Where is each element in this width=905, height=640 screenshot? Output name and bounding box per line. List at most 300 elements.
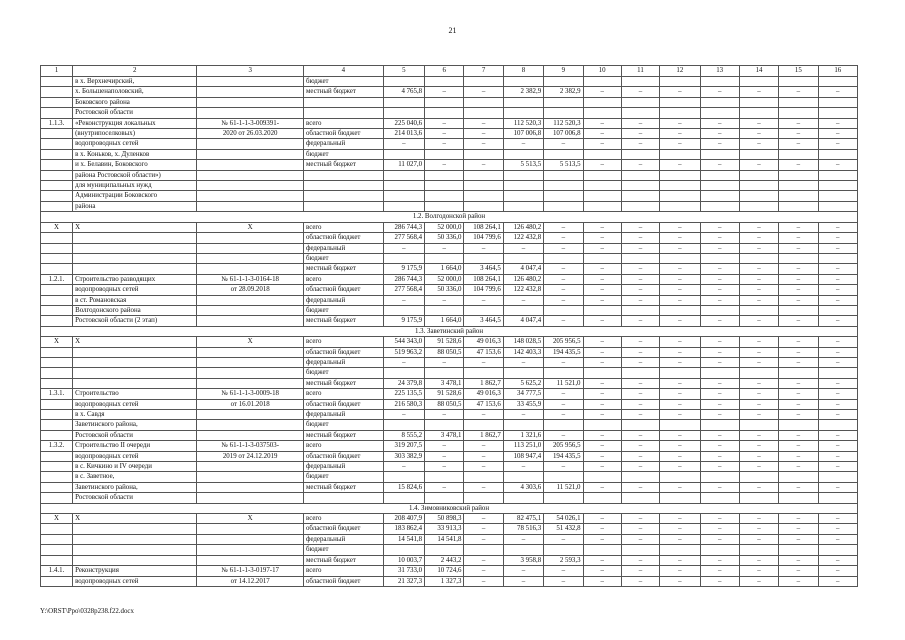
amount-cell [621,191,659,201]
amount-cell: – [779,524,818,534]
funding-source: федеральный [303,295,383,305]
amount-cell: – [739,243,778,253]
amount-cell [779,191,818,201]
amount-cell: – [739,129,778,139]
amount-cell: – [818,430,857,440]
amount-cell: – [383,462,424,472]
amount-cell: – [544,274,583,284]
expertise-number [197,149,304,159]
amount-cell: – [583,566,621,576]
amount-cell: – [660,87,700,97]
amount-cell: – [425,462,464,472]
funding-source: всего [303,389,383,399]
expertise-number: от 28.09.2018 [197,285,304,295]
item-number: 1.1.3. [41,118,73,128]
table-row [41,472,858,482]
amount-cell: – [700,576,739,586]
amount-cell: – [583,357,621,367]
amount-cell [503,420,543,430]
amount-cell [660,97,700,107]
amount-cell: – [779,399,818,409]
amount-cell [700,181,739,191]
amount-cell [739,420,778,430]
amount-cell: 14 541,8 [383,534,424,544]
item-number [41,191,73,201]
amount-cell: – [621,524,659,534]
amount-cell: – [583,160,621,170]
table-row [41,129,858,139]
project-name: водопроводных сетей [73,139,197,149]
amount-cell: – [544,462,583,472]
amount-cell: – [503,566,543,576]
expertise-number [197,87,304,97]
amount-cell [621,181,659,191]
amount-cell [818,108,857,118]
amount-cell: – [425,410,464,420]
amount-cell: 113 251,0 [503,441,543,451]
amount-cell: 108 264,1 [464,222,503,232]
item-number [41,181,73,191]
amount-cell [583,253,621,263]
amount-cell: – [621,129,659,139]
amount-cell [739,108,778,118]
amount-cell: – [544,576,583,586]
amount-cell [621,493,659,503]
amount-cell: – [583,118,621,128]
amount-cell: – [779,316,818,326]
project-name: Строительство II очереди [73,441,197,451]
amount-cell: – [660,389,700,399]
amount-cell: – [739,337,778,347]
amount-cell [700,545,739,555]
amount-cell: – [660,118,700,128]
amount-cell: – [583,129,621,139]
amount-cell: 225 040,6 [383,118,424,128]
amount-cell: – [660,139,700,149]
project-name: водопроводных сетей [73,399,197,409]
amount-cell [425,149,464,159]
amount-cell: – [621,410,659,420]
amount-cell: – [818,274,857,284]
amount-cell: – [660,295,700,305]
funding-source [303,97,383,107]
amount-cell [700,108,739,118]
amount-cell: – [779,430,818,440]
amount-cell: – [818,514,857,524]
table-row [41,222,858,232]
amount-cell [544,368,583,378]
item-number [41,97,73,107]
amount-cell: – [739,514,778,524]
amount-cell [544,170,583,180]
amount-cell: – [818,451,857,461]
amount-cell [383,253,424,263]
project-name: и х. Белавин, Боковского [73,160,197,170]
amount-cell: – [739,399,778,409]
table-row [41,149,858,159]
amount-cell [621,97,659,107]
project-name: Реконструкция [73,566,197,576]
amount-cell [700,77,739,87]
amount-cell: – [739,462,778,472]
amount-cell [383,472,424,482]
funding-source: всего [303,118,383,128]
amount-cell: – [700,222,739,232]
project-name: водопроводных сетей [73,576,197,586]
amount-cell: – [621,514,659,524]
amount-cell: – [583,378,621,388]
table-row [41,514,858,524]
amount-cell: – [464,555,503,565]
amount-cell: – [544,566,583,576]
table-row [41,295,858,305]
amount-cell [464,149,503,159]
amount-cell: – [660,222,700,232]
amount-cell: – [621,451,659,461]
amount-cell: – [739,295,778,305]
amount-cell [818,545,857,555]
amount-cell: – [544,357,583,367]
funding-source: федеральный [303,139,383,149]
amount-cell: – [739,357,778,367]
item-number [41,357,73,367]
amount-cell [464,108,503,118]
amount-cell: 122 432,8 [503,285,543,295]
amount-cell: – [660,357,700,367]
item-number [41,108,73,118]
section-title: 1.3. Заветинский район [41,326,858,336]
amount-cell: – [700,441,739,451]
amount-cell [739,305,778,315]
amount-cell [583,191,621,201]
amount-cell: – [464,160,503,170]
amount-cell: – [621,316,659,326]
amount-cell: – [583,410,621,420]
amount-cell: – [660,399,700,409]
amount-cell: – [464,243,503,253]
item-number [41,576,73,586]
amount-cell: – [818,222,857,232]
amount-cell [779,149,818,159]
expertise-number: 2019 от 24.12.2019 [197,451,304,461]
expertise-number: № 61-1-1-3-037503- [197,441,304,451]
item-number [41,420,73,430]
amount-cell: – [779,129,818,139]
column-number-header: 3 [197,66,304,77]
amount-cell: – [621,118,659,128]
amount-cell: – [818,295,857,305]
amount-cell: – [583,233,621,243]
amount-cell: – [818,347,857,357]
amount-cell: 519 963,2 [383,347,424,357]
amount-cell: – [739,576,778,586]
amount-cell: – [583,337,621,347]
amount-cell: – [425,139,464,149]
amount-cell: – [425,118,464,128]
table-row [41,264,858,274]
item-number [41,410,73,420]
amount-cell [544,493,583,503]
funding-source: бюджет [303,253,383,263]
amount-cell: – [779,87,818,97]
table-row [41,316,858,326]
amount-cell: – [621,378,659,388]
amount-cell: – [383,243,424,253]
amount-cell [779,305,818,315]
amount-cell [383,97,424,107]
amount-cell [383,191,424,201]
amount-cell: – [464,534,503,544]
amount-cell: – [700,430,739,440]
amount-cell: 3 478,1 [425,378,464,388]
amount-cell: 286 744,3 [383,274,424,284]
item-number: 1.3.1. [41,389,73,399]
table-row [41,482,858,492]
funding-source: местный бюджет [303,87,383,97]
table-row [41,493,858,503]
amount-cell: – [383,410,424,420]
amount-cell: – [464,576,503,586]
item-number [41,201,73,211]
project-name: в ст. Романовская [73,295,197,305]
funding-source: всего [303,274,383,284]
amount-cell: 194 435,5 [544,347,583,357]
amount-cell: – [700,555,739,565]
project-name: Боковского района [73,97,197,107]
item-number [41,368,73,378]
amount-cell: – [739,264,778,274]
table-row [41,378,858,388]
amount-cell: 112 520,3 [503,118,543,128]
project-name: района Ростовской области») [73,170,197,180]
amount-cell: – [779,441,818,451]
amount-cell [739,181,778,191]
amount-cell: – [739,555,778,565]
amount-cell: – [621,576,659,586]
amount-cell [660,170,700,180]
amount-cell: – [383,139,424,149]
amount-cell: – [621,482,659,492]
table-row [41,441,858,451]
amount-cell [779,253,818,263]
table-row [41,243,858,253]
amount-cell: 33 455,9 [503,399,543,409]
amount-cell [425,545,464,555]
table-row [41,233,858,243]
item-number [41,545,73,555]
amount-cell [739,472,778,482]
amount-cell: 88 050,5 [425,399,464,409]
amount-cell: – [818,285,857,295]
amount-cell: – [779,243,818,253]
amount-cell: – [544,233,583,243]
amount-cell [660,108,700,118]
item-number [41,77,73,87]
amount-cell [818,149,857,159]
amount-cell: – [544,534,583,544]
expertise-number [197,534,304,544]
column-number-header: 14 [739,66,778,77]
amount-cell [464,472,503,482]
amount-cell: – [739,139,778,149]
amount-cell [583,181,621,191]
amount-cell: – [503,295,543,305]
budget-table [40,65,858,587]
amount-cell: – [739,118,778,128]
amount-cell: – [660,555,700,565]
project-name: (внутрипоселковых) [73,129,197,139]
funding-source: областной бюджет [303,347,383,357]
funding-source [303,181,383,191]
amount-cell: – [700,389,739,399]
amount-cell: – [464,87,503,97]
amount-cell: – [621,566,659,576]
table-row [41,77,858,87]
amount-cell [425,201,464,211]
amount-cell [660,253,700,263]
amount-cell: 51 432,8 [544,524,583,534]
amount-cell: – [779,389,818,399]
amount-cell [503,181,543,191]
amount-cell [660,305,700,315]
amount-cell [779,493,818,503]
amount-cell [464,420,503,430]
funding-source: областной бюджет [303,399,383,409]
amount-cell: 4 765,8 [383,87,424,97]
amount-cell [464,493,503,503]
amount-cell: – [464,482,503,492]
amount-cell: – [818,566,857,576]
project-name: Ростовской области [73,430,197,440]
amount-cell [503,493,543,503]
amount-cell: – [464,129,503,139]
table-row [41,555,858,565]
amount-cell: – [660,451,700,461]
amount-cell: – [700,524,739,534]
expertise-number [197,357,304,367]
table-row [41,545,858,555]
expertise-number: от 14.12.2017 [197,576,304,586]
amount-cell [425,305,464,315]
amount-cell: – [583,482,621,492]
amount-cell [818,97,857,107]
amount-cell: 78 516,3 [503,524,543,534]
expertise-number [197,264,304,274]
amount-cell: 205 956,5 [544,337,583,347]
amount-cell [779,77,818,87]
expertise-number: № 61-1-1-3-0164-18 [197,274,304,284]
amount-cell [464,170,503,180]
amount-cell [779,97,818,107]
amount-cell [660,191,700,201]
amount-cell [503,305,543,315]
expertise-number [197,410,304,420]
item-number [41,264,73,274]
item-number [41,253,73,263]
expertise-number [197,160,304,170]
project-name [73,555,197,565]
amount-cell: – [700,285,739,295]
amount-cell: – [425,357,464,367]
amount-cell: – [544,410,583,420]
project-name [73,524,197,534]
amount-cell [425,170,464,180]
table-row [41,524,858,534]
amount-cell: – [660,129,700,139]
project-name: Заветинского района, [73,482,197,492]
amount-cell [544,201,583,211]
amount-cell: 2 382,9 [503,87,543,97]
amount-cell: – [660,264,700,274]
item-number [41,378,73,388]
table-row [41,305,858,315]
item-number [41,493,73,503]
expertise-number [197,472,304,482]
amount-cell: 10 003,7 [383,555,424,565]
amount-cell: 8 555,2 [383,430,424,440]
amount-cell [425,108,464,118]
amount-cell: 50 336,0 [425,285,464,295]
table-row [41,420,858,430]
project-name: «Реконструкция локальных [73,118,197,128]
funding-source: местный бюджет [303,316,383,326]
column-number-header: 13 [700,66,739,77]
amount-cell [544,97,583,107]
amount-cell: – [818,410,857,420]
column-number-header: 10 [583,66,621,77]
table-row [41,97,858,107]
amount-cell: – [660,566,700,576]
amount-cell: 1 321,6 [503,430,543,440]
amount-cell [383,368,424,378]
funding-source [303,191,383,201]
column-number-header: 16 [818,66,857,77]
amount-cell: – [739,274,778,284]
amount-cell: – [739,410,778,420]
project-name [73,264,197,274]
amount-cell [621,108,659,118]
amount-cell: – [583,389,621,399]
amount-cell: – [660,534,700,544]
item-number [41,149,73,159]
amount-cell: – [621,462,659,472]
amount-cell: – [818,378,857,388]
expertise-number: № 61-1-1-3-0009-18 [197,389,304,399]
amount-cell [621,472,659,482]
amount-cell [818,493,857,503]
amount-cell [544,420,583,430]
amount-cell [818,253,857,263]
amount-cell: – [544,139,583,149]
funding-source: местный бюджет [303,378,383,388]
funding-source: местный бюджет [303,482,383,492]
amount-cell: – [779,233,818,243]
amount-cell: 54 026,1 [544,514,583,524]
amount-cell: 4 047,4 [503,264,543,274]
project-name: в с. Заветное, [73,472,197,482]
amount-cell: – [818,139,857,149]
amount-cell [425,368,464,378]
project-name [73,534,197,544]
amount-cell [660,368,700,378]
amount-cell: – [583,87,621,97]
amount-cell: – [621,243,659,253]
amount-cell: – [700,129,739,139]
amount-cell: – [544,316,583,326]
amount-cell: – [818,243,857,253]
expertise-number [197,482,304,492]
amount-cell [621,149,659,159]
